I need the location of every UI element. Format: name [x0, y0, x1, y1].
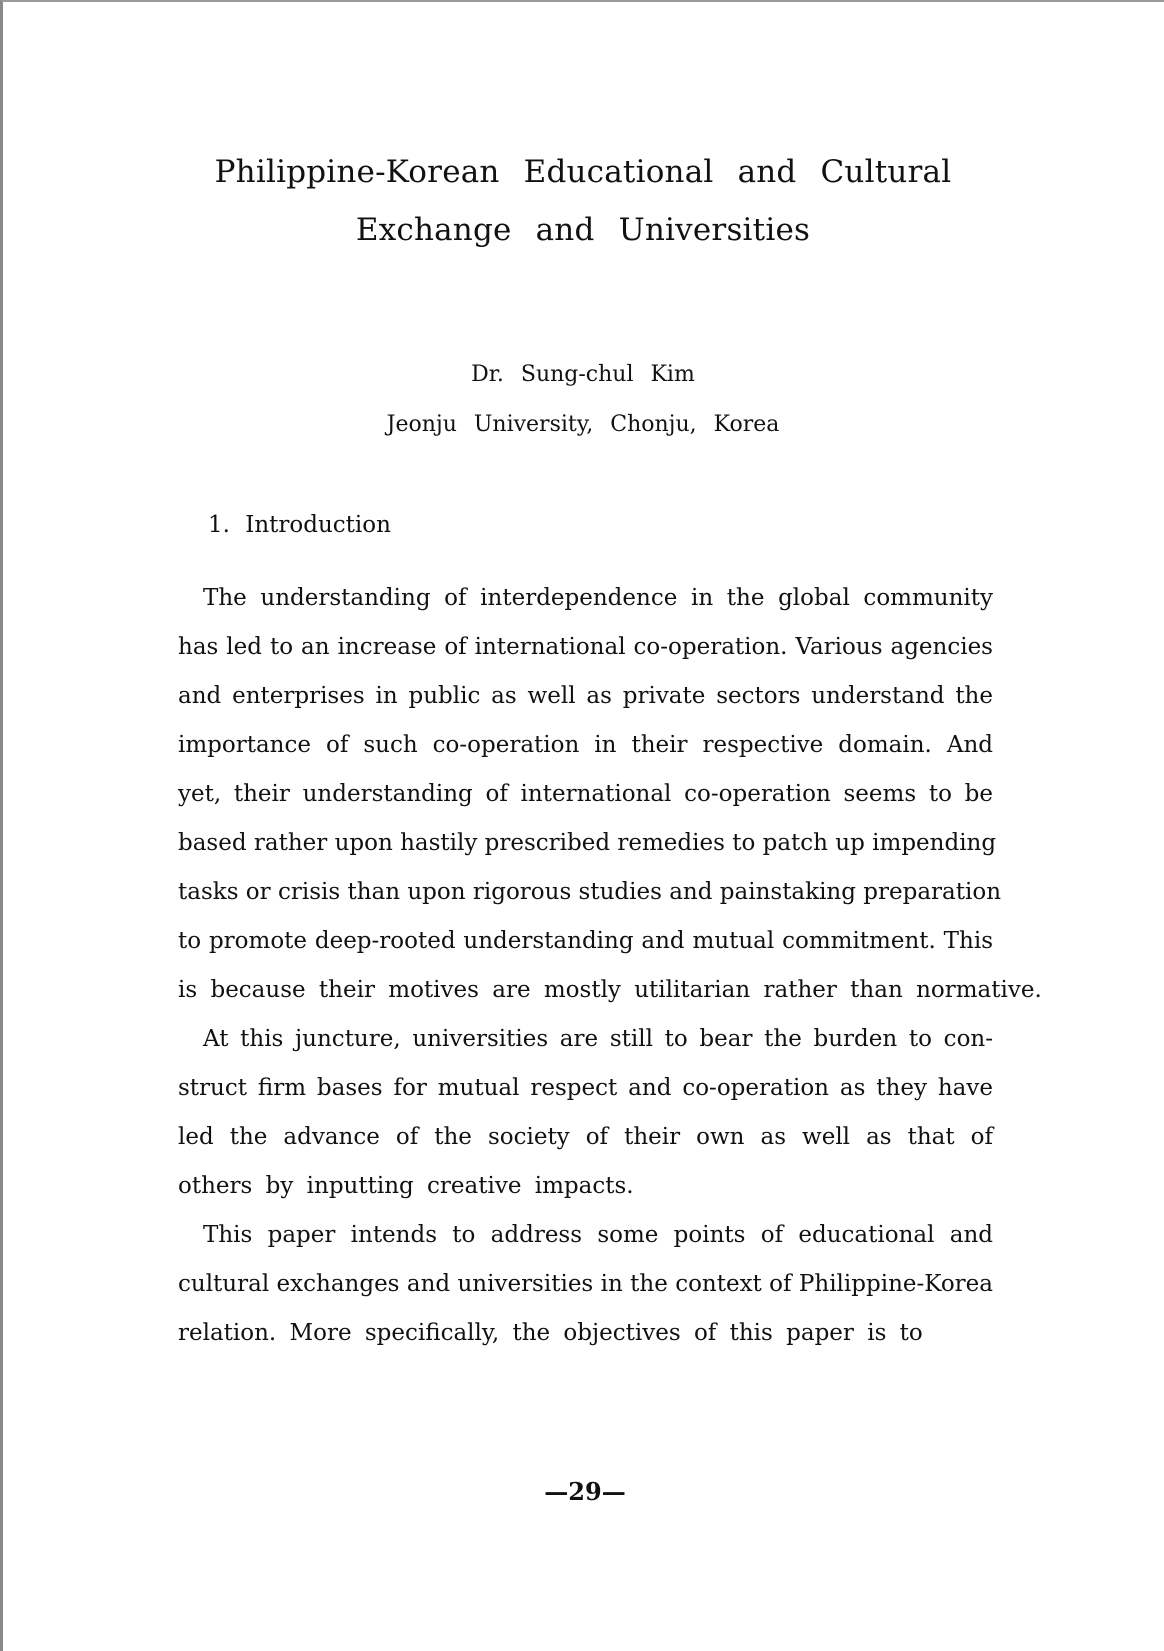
body-line: cultural exchanges and universities in the context of Philippine-Korea — [178, 1271, 993, 1297]
body-line: and enterprises in public as well as private sectors understand the — [178, 683, 993, 709]
body-line: is because their motives are mostly utilitarian rather than normative. — [178, 977, 1042, 1003]
body-line: The understanding of interdependence in the global community — [203, 585, 993, 611]
body-line: At this juncture, universities are still to bear the burden to con- — [203, 1026, 993, 1052]
body-line: based rather upon hastily prescribed remedies to patch up impending — [178, 830, 997, 856]
author-affiliation: Jeonju University, Chonju, Korea — [386, 412, 780, 437]
body-line: others by inputting creative impacts. — [178, 1173, 634, 1199]
body-line: struct firm bases for mutual respect and co-operation as they have — [178, 1075, 993, 1101]
body-line: relation. More specifically, the objectives of this paper is to — [178, 1320, 923, 1346]
body-line: This paper intends to address some points of educational and — [203, 1222, 993, 1248]
body-line: led the advance of the society of their own as well as that of — [178, 1124, 993, 1150]
body-line: yet, their understanding of international co-operation seems to be — [178, 781, 993, 807]
section-heading: 1. Introduction — [208, 512, 391, 538]
body-line: has led to an increase of international co-operation. Various agencies — [178, 634, 993, 660]
body-line: importance of such co-operation in their respective domain. And — [178, 732, 993, 758]
paper-title-line-1: Philippine-Korean Educational and Cultural — [214, 154, 952, 190]
author-name: Dr. Sung-chul Kim — [471, 362, 695, 387]
paper-title-line-2: Exchange and Universities — [355, 212, 811, 248]
body-line: to promote deep-rooted understanding and mutual commitment. This — [178, 928, 993, 954]
body-line: tasks or crisis than upon rigorous studies and painstaking preparation — [178, 879, 1002, 905]
page-number: —29— — [544, 1477, 626, 1506]
